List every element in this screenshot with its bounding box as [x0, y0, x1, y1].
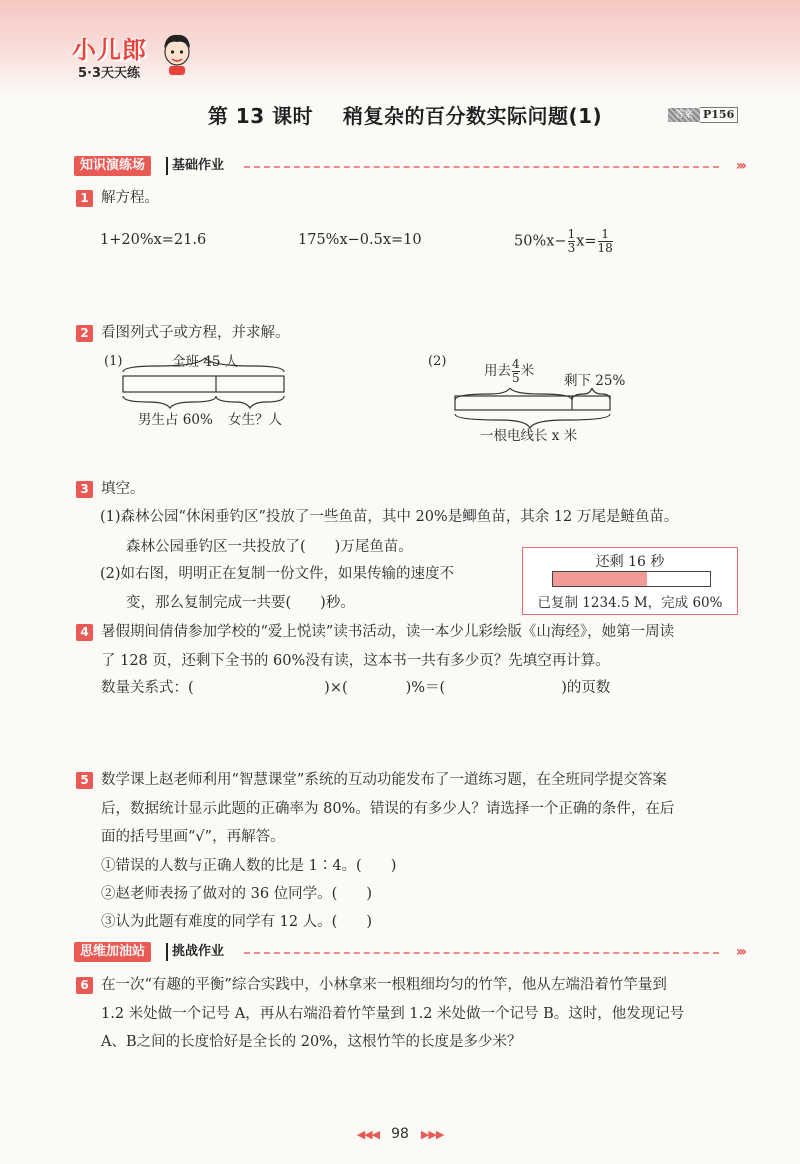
question-prompt: 解方程。: [101, 190, 159, 206]
section-header-basic: [74, 156, 744, 178]
page-footer: [0, 1126, 800, 1142]
q6-line3: A、B之间的长度恰好是全长的 20%，这根竹竿的长度是多少米？: [101, 1034, 522, 1050]
section-divider: [244, 952, 719, 954]
fraction: [512, 358, 520, 385]
series-name: 5·3天天练: [78, 66, 141, 81]
question-number: 2: [76, 325, 93, 342]
q3-part2-line2: 变，那么复制完成一共要( )秒。: [126, 595, 355, 611]
denominator: 3: [567, 241, 576, 255]
mascot-icon: [160, 30, 194, 76]
figure-tag: (2): [428, 354, 447, 369]
question-prompt: 看图列式子或方程，并求解。: [101, 325, 290, 341]
section-label: 知识演练场: [74, 156, 151, 176]
q3-part1-line1: (1)森林公园“休闲垂钓区”投放了一些鱼苗，其中 20%是鲫鱼苗，其余 12 万尾是鲢鱼苗。: [100, 509, 679, 525]
section-sublabel: 挑战作业: [166, 943, 228, 961]
used-unit: 米: [520, 363, 535, 379]
progress-fill: [553, 572, 647, 586]
q4-line1: 暑假期间倩倩参加学校的“爱上悦读”读书活动，读一本少儿彩绘版《山海经》，她第一周读: [101, 624, 675, 640]
double-arrow-icon: ›››: [735, 944, 744, 960]
q5-option-1: ①错误的人数与正确人数的比是 1∶4。( ): [101, 858, 397, 874]
diagram-total-label: 全班 45 人: [172, 354, 239, 370]
fraction: [568, 228, 576, 255]
boys-brace: [123, 396, 216, 408]
question-number: 6: [76, 977, 93, 994]
q5-line3: 面的括号里画“√”，再解答。: [101, 829, 285, 845]
q6-line1: 在一次“有趣的平衡”综合实践中，小林拿来一根粗细均匀的竹竿，他从左端沿着竹竿量到: [101, 977, 667, 993]
equation-1: 1+20%x=21.6: [100, 232, 207, 248]
lesson-number: 第 13 课时: [207, 104, 314, 128]
lesson-title: 稍复杂的百分数实际问题(1): [342, 104, 603, 128]
q4-relation: 数量关系式：( )×( )%＝( )的页数: [101, 680, 611, 696]
answer-page: P156: [700, 107, 738, 123]
numerator: 1: [567, 227, 576, 241]
figure-tag: (1): [104, 354, 123, 369]
diagram-used-label: [484, 358, 534, 385]
equation-3: [514, 228, 614, 255]
question-prompt: 填空。: [101, 481, 145, 497]
section-label: 思维加油站: [74, 942, 151, 962]
question-number: 1: [76, 190, 93, 207]
q5-line1: 数学课上赵老师利用“智慧课堂”系统的互动功能发布了一道练习题，在全班同学提交答案: [101, 772, 667, 788]
q5-option-2: ②赵老师表扬了做对的 36 位同学。( ): [101, 886, 372, 902]
denominator: 5: [512, 371, 520, 385]
numerator: 1: [601, 227, 609, 241]
equation-2: 175%x−0.5x=10: [298, 232, 422, 248]
q3-part1-line2: 森林公园垂钓区一共投放了( )万尾鱼苗。: [126, 539, 413, 555]
denominator: 18: [597, 241, 613, 255]
eq3-mid: x=: [576, 233, 597, 250]
total-bar: [455, 396, 610, 410]
total-bar: [123, 376, 284, 392]
diagram-left-label: 剩下 25%: [564, 373, 626, 389]
q5-line2: 后，数据统计显示此题的正确率为 80%。错误的有多少人？请选择一个正确的条件，在后: [101, 801, 675, 817]
answer-reference: [668, 107, 738, 123]
section-divider: [244, 166, 719, 168]
time-remaining: 还剩 16 秒: [595, 554, 665, 570]
section-sublabel: 基础作业: [166, 157, 228, 175]
q5-option-3: ③认为此题有难度的同学有 12 人。( ): [101, 914, 372, 930]
question-number: 3: [76, 481, 93, 498]
used-brace: [455, 388, 572, 400]
question-number: 4: [76, 624, 93, 641]
brand-name: 小儿郎: [72, 36, 147, 64]
answer-tag: 答案: [668, 108, 700, 122]
eq3-lhs: 50%x−: [514, 233, 567, 250]
q6-line2: 1.2 米处做一个记号 A，再从右端沿着竹竿量到 1.2 米处做一个记号 B。这时，他发现记号: [101, 1006, 685, 1022]
brand-logo: [64, 28, 194, 88]
question-number: 5: [76, 772, 93, 789]
prev-arrows-icon: ◀◀◀: [356, 1128, 380, 1141]
next-arrows-icon: ▶▶▶: [420, 1128, 444, 1141]
numerator: 4: [512, 357, 520, 371]
diagram-total-label: 一根电线长 x 米: [480, 428, 578, 444]
page-number: 98: [391, 1126, 409, 1142]
double-arrow-icon: ›››: [735, 158, 744, 174]
copy-progress-panel: [522, 547, 738, 615]
q3-part2-line1: (2)如右图，明明正在复制一份文件，如果传输的速度不: [100, 566, 455, 582]
page-title: [190, 100, 620, 129]
diagram-boys-label: 男生占 60%: [138, 412, 213, 428]
used-prefix: 用去: [484, 363, 511, 379]
progress-bar: [552, 571, 711, 587]
q4-line2: 了 128 页，还剩下全书的 60%没有读，这本书一共有多少页？先填空再计算。: [101, 653, 610, 669]
section-header-challenge: [74, 942, 744, 964]
diagram-girls-label: 女生？人: [228, 412, 282, 428]
copy-status: 已复制 1234.5 M，完成 60%: [537, 595, 723, 611]
fraction: [598, 228, 613, 255]
girls-brace: [216, 396, 284, 408]
left-brace: [572, 388, 610, 400]
